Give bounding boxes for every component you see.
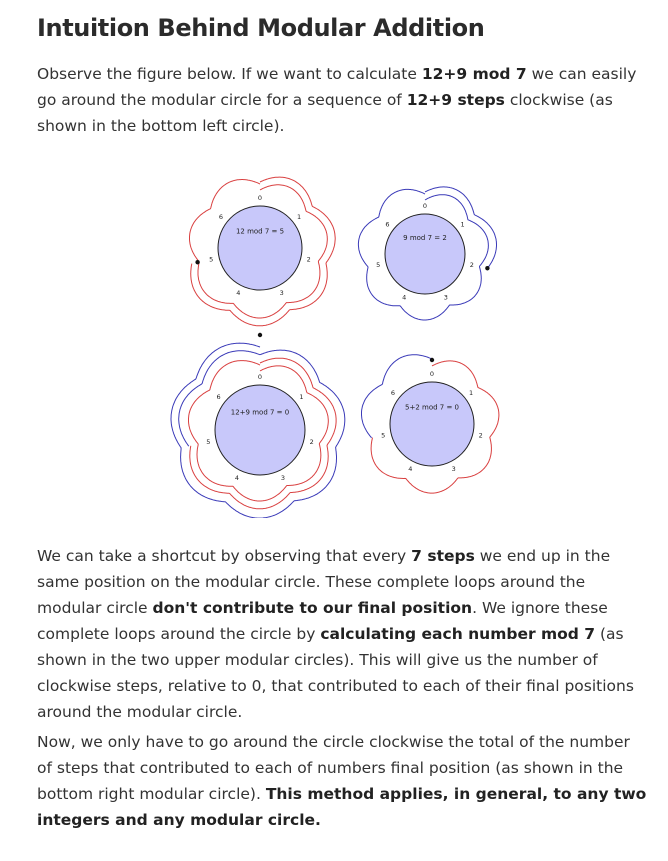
top-right-position-label: 4 [402, 293, 407, 302]
shortcut-text-4: (as shown in the two upper modular circles). This will give us the number of clockwise steps, relative to 0, that contributed to each of their final positions around the modular circle. [37, 625, 634, 721]
bottom-left-position-label: 0 [257, 373, 263, 382]
bottom-right-position-label: 6 [390, 389, 395, 398]
top-right-label: 9 mod 7 = 2 [403, 234, 447, 242]
conclusion-bold-1: This method applies, in general, to any two integers and any modular circle. [37, 785, 647, 829]
conclusion-paragraph [37, 729, 649, 833]
page-title: Intuition Behind Modular Addition [37, 14, 485, 42]
shortcut-bold-1: 7 steps [411, 547, 475, 565]
top-right-position-label: 5 [376, 260, 381, 269]
bottom-right-label: 5+2 mod 7 = 0 [405, 403, 459, 412]
bottom-right-circle [390, 382, 474, 466]
top-left-end-dot [195, 260, 199, 264]
bottom-right-position-label: 4 [408, 465, 413, 474]
bottom-right-position-label: 0 [429, 370, 435, 379]
bottom-right-position-label: 1 [469, 389, 474, 398]
top-left-position-label: 6 [218, 213, 223, 222]
top-right-circle [385, 214, 465, 294]
top-left-position-label: 2 [306, 255, 311, 264]
intro-paragraph [37, 61, 649, 139]
intro-text-2: we can easily go around the modular circle for a sequence of [37, 65, 637, 109]
intro-text-1: Observe the figure below. If we want to calculate [37, 65, 422, 83]
bottom-left-end-dot [258, 333, 262, 337]
top-right-position-label: 1 [460, 220, 465, 229]
shortcut-text-3: . We ignore these complete loops around the circle by [37, 599, 608, 643]
conclusion-text-1: Now, we only have to go around the circle clockwise the total of the number of steps that contributed to each of numbers final position (as shown in the bottom right modular circle). [37, 733, 630, 803]
intro-bold-2: 12+9 steps [406, 91, 505, 109]
top-left-position-label: 5 [209, 255, 214, 264]
modular-circles-svg [160, 162, 520, 518]
top-right-position-label: 3 [443, 293, 448, 302]
top-left-position-label: 4 [236, 289, 241, 298]
bottom-left-position-label: 3 [280, 473, 286, 482]
top-right-position-label: 2 [469, 260, 474, 269]
bottom-left-label: 12+9 mod 7 = 0 [230, 408, 290, 417]
shortcut-text-2: we end up in the same position on the modular circle. These complete loops around the modular circle [37, 547, 611, 617]
top-right-position-label: 6 [385, 220, 390, 229]
bottom-right-end-dot [430, 358, 434, 362]
top-right-end-dot [485, 266, 489, 270]
bottom-right-position-label: 2 [478, 431, 483, 440]
bottom-left-position-label: 6 [216, 393, 221, 402]
bottom-left-position-label: 1 [299, 393, 304, 402]
bottom-right-position-label: 5 [381, 431, 386, 440]
bottom-left-position-label: 4 [234, 473, 240, 482]
shortcut-bold-2: don't contribute to our final position [152, 599, 473, 617]
shortcut-text-1: We can take a shortcut by observing that every [37, 547, 412, 565]
bottom-right-position-label: 3 [451, 465, 456, 474]
top-right-position-label: 0 [422, 202, 428, 211]
top-left-circle [218, 206, 302, 290]
modular-circles-figure [160, 162, 520, 518]
shortcut-paragraph [37, 543, 649, 725]
top-left-position-label: 1 [297, 213, 302, 222]
top-left-position-label: 3 [279, 289, 284, 298]
intro-bold-1: 12+9 mod 7 [421, 65, 527, 83]
shortcut-bold-3: calculating each number mod 7 [320, 625, 596, 643]
top-left-position-label: 0 [257, 194, 263, 203]
bottom-left-position-label: 5 [206, 437, 211, 446]
bottom-left-position-label: 2 [309, 437, 314, 446]
top-left-label: 12 mod 7 = 5 [235, 227, 285, 236]
bottom-left-circle [215, 385, 305, 475]
intro-text-3: clockwise (as shown in the bottom left circle). [37, 91, 613, 135]
